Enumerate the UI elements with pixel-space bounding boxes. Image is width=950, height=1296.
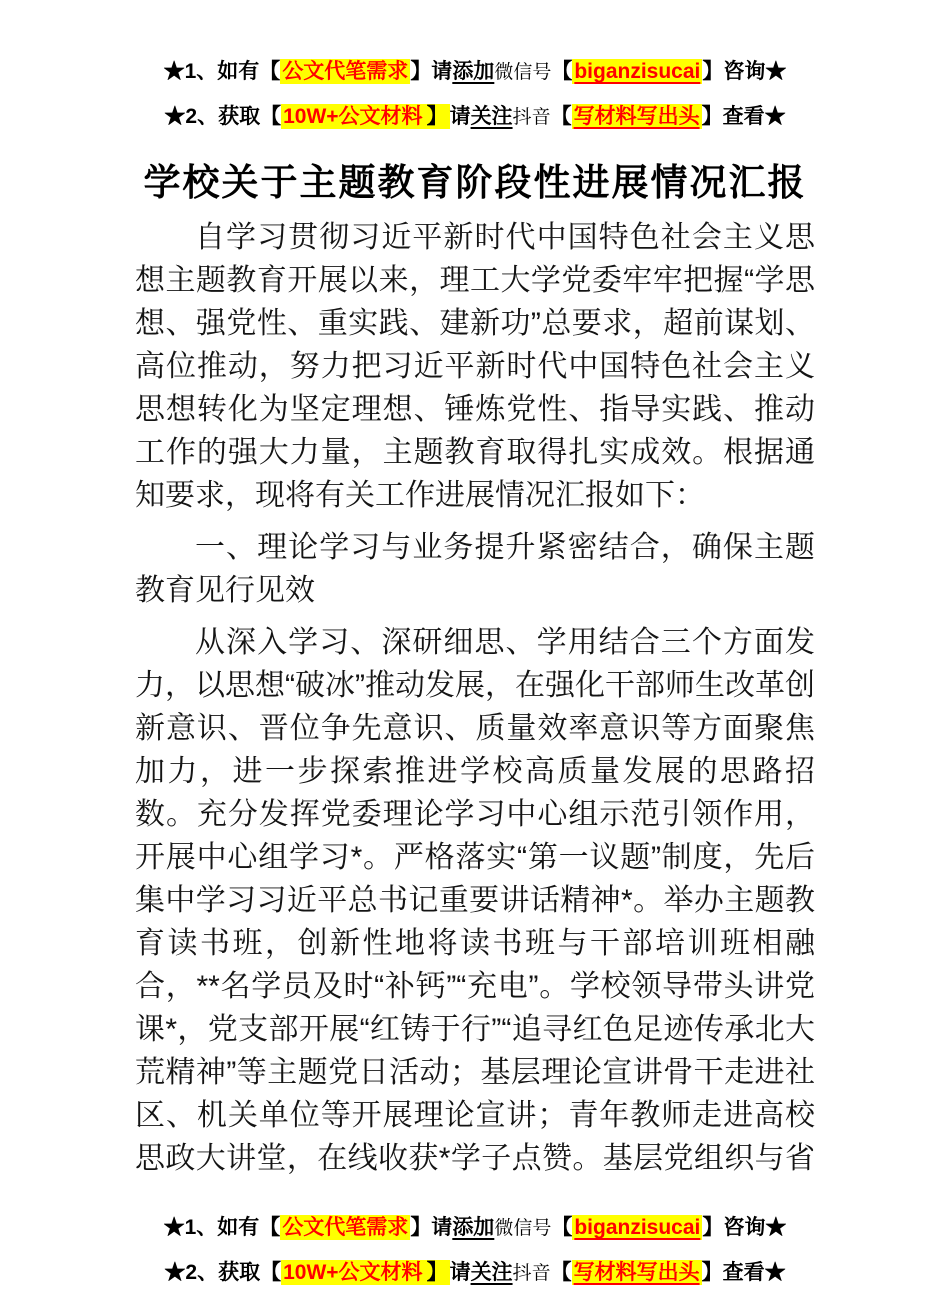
promo1-prefix: ★1、如有【: [163, 1216, 281, 1239]
promo1-add-link: 添加: [452, 60, 495, 83]
promo1-bracket-open: 【: [551, 60, 573, 83]
promo2-douyin-id: 写材料写出头: [573, 105, 700, 128]
promo2-highlight-material: 10W+公文材料: [283, 105, 423, 128]
promo2-douyin-id: 写材料写出头: [573, 1261, 700, 1284]
promo1-suffix: 】咨询★: [702, 1216, 787, 1239]
promo1-bracket-open: 【: [551, 1216, 573, 1239]
promo1-wechat-label: 微信号: [494, 1218, 552, 1239]
promo1-prefix: ★1、如有【: [163, 60, 281, 83]
promo2-follow-link: 关注: [470, 1261, 513, 1284]
promo-banner-bottom: [0, 1206, 950, 1296]
promo2-bracket-close: 】: [426, 1261, 448, 1284]
promo2-bracket-open: 【: [550, 105, 572, 128]
promo1-highlight-need: 公文代笔需求: [282, 1216, 409, 1239]
promo1-wechat-id: biganzisucai: [574, 60, 701, 83]
promo2-please: 请: [449, 1261, 471, 1284]
promo-line-2-bottom: [0, 1251, 950, 1296]
section-1-heading: 一、理论学习与业务提升紧密结合，确保主题教育见行见效: [135, 531, 815, 607]
promo2-prefix: ★2、获取【: [164, 105, 282, 128]
promo-line-1-bottom: [0, 1206, 950, 1251]
promo2-please: 请: [449, 105, 471, 128]
promo1-highlight-need: 公文代笔需求: [282, 60, 409, 83]
promo2-bracket-close: 】: [426, 105, 448, 128]
promo1-add-link: 添加: [452, 1216, 495, 1239]
promo2-suffix: 】查看★: [701, 1261, 786, 1284]
promo2-highlight-material: 10W+公文材料: [283, 1261, 423, 1284]
promo2-prefix: ★2、获取【: [164, 1261, 282, 1284]
promo-line-2: [0, 95, 950, 140]
promo2-douyin-label: 抖音: [512, 107, 551, 128]
promo-banner-top: [0, 50, 950, 140]
promo1-bracket-please: 】请: [410, 1216, 453, 1239]
paragraph-intro: 自学习贯彻习近平新时代中国特色社会主义思想主题教育开展以来，理工大学党委牢牢把握“学思想、强党性、重实践、建新功”总要求，超前谋划、高位推动，努力把习近平新时代中国特色社会主义思想转化为坚定理想、锤炼党性、指导实践、推动工作的强大力量，主题教育取得扎实成效。根据通知要求，现将有关工作进展情况汇报如下：: [135, 221, 815, 512]
section-1-paragraph: 从深入学习、深研细思、学用结合三个方面发力，以思想“破冰”推动发展，在强化干部师生改革创新意识、晋位争先意识、质量效率意识等方面聚焦加力，进一步探索推进学校高质量发展的思路招数。充分发挥党委理论学习中心组示范引领作用，开展中心组学习*。严格落实“第一议题”制度，先后集中学习习近平总书记重要讲话精神*。举办主题教育读书班，创新性地将读书班与干部培训班相融合，**名学员及时“补钙”“充电”。学校领导带头讲党课*，党支部开展“红铸于行”“追寻红色足迹传承北大荒精神”等主题党日活动；基层理论宣讲骨干走进社区、机关单位等开展理论宣讲；青年教师走进高校思政大讲堂，在线收获*学子点赞。基层党组织与省: [135, 626, 815, 1175]
promo1-suffix: 】咨询★: [702, 60, 787, 83]
promo1-bracket-please: 】请: [410, 60, 453, 83]
promo-line-1: [0, 50, 950, 95]
promo2-bracket-open: 【: [550, 1261, 572, 1284]
promo1-wechat-label: 微信号: [494, 62, 552, 83]
promo2-suffix: 】查看★: [701, 105, 786, 128]
promo2-douyin-label: 抖音: [512, 1263, 551, 1284]
promo1-wechat-id: biganzisucai: [574, 1216, 701, 1239]
promo2-follow-link: 关注: [470, 105, 513, 128]
document-title: 学校关于主题教育阶段性进展情况汇报: [143, 162, 807, 203]
document-body: [135, 216, 815, 1180]
